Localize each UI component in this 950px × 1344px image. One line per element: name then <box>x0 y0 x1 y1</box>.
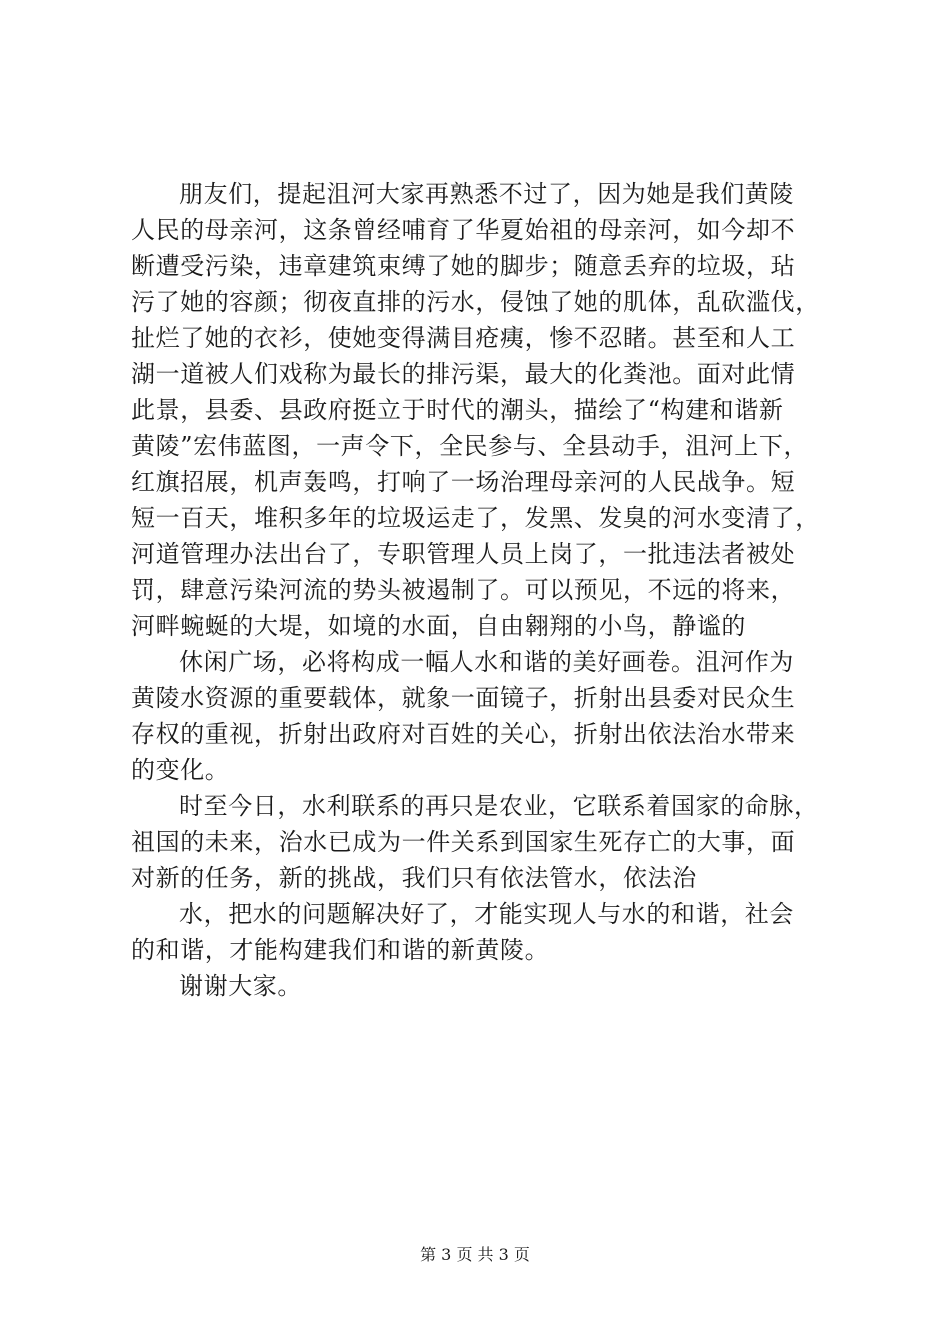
text-line: 污了她的容颜；彻夜直排的污水，侵蚀了她的肌体，乱砍滥伐， <box>131 288 820 316</box>
text-line: 扯烂了她的衣衫，使她变得满目疮痍，惨不忍睹。甚至和人工 <box>131 324 796 352</box>
text-line: 罚，肆意污染河流的势头被遏制了。可以预见，不远的将来， <box>131 576 796 604</box>
text-line: 水，把水的问题解决好了，才能实现人与水的和谐，社会 <box>179 900 794 928</box>
text-line: 存权的重视，折射出政府对百姓的关心，折射出依法治水带来 <box>131 720 796 748</box>
text-line: 时至今日，水利联系的再只是农业，它联系着国家的命脉， <box>179 792 819 820</box>
text-line: 人民的母亲河，这条曾经哺育了华夏始祖的母亲河，如今却不 <box>131 216 796 244</box>
text-line: 的和谐，才能构建我们和谐的新黄陵。 <box>131 936 550 964</box>
text-line: 谢谢大家。 <box>179 972 302 1000</box>
text-line: 对新的任务，新的挑战，我们只有依法管水，依法治 <box>131 864 697 892</box>
text-line: 断遭受污染，违章建筑束缚了她的脚步；随意丢弃的垃圾，玷 <box>131 252 796 280</box>
text-line: 短一百天，堆积多年的垃圾运走了，发黑、发臭的河水变清了， <box>131 504 820 532</box>
text-line: 黄陵”宏伟蓝图，一声令下，全民参与、全县动手，沮河上下， <box>131 432 809 460</box>
text-line: 河畔蜿蜒的大堤，如境的水面，自由翱翔的小鸟，静谧的 <box>131 612 746 640</box>
text-line: 休闲广场，必将构成一幅人水和谐的美好画卷。沮河作为 <box>179 648 794 676</box>
text-line: 的变化。 <box>131 756 230 784</box>
text-line: 祖国的未来，治水已成为一件关系到国家生死存亡的大事，面 <box>131 828 796 856</box>
text-line: 黄陵水资源的重要载体，就象一面镜子，折射出县委对民众生 <box>131 684 796 712</box>
text-line: 朋友们，提起沮河大家再熟悉不过了，因为她是我们黄陵 <box>179 180 794 208</box>
text-line: 红旗招展，机声轰鸣，打响了一场治理母亲河的人民战争。短 <box>131 468 796 496</box>
document-body <box>131 176 831 1004</box>
page-footer: 第 3 页 共 3 页 <box>420 1245 530 1264</box>
text-line: 湖一道被人们戏称为最长的排污渠，最大的化粪池。面对此情 <box>131 360 796 388</box>
text-line: 此景，县委、县政府挺立于时代的潮头，描绘了“构建和谐新 <box>131 396 784 424</box>
text-line: 河道管理办法出台了，专职管理人员上岗了，一批违法者被处 <box>131 540 796 568</box>
